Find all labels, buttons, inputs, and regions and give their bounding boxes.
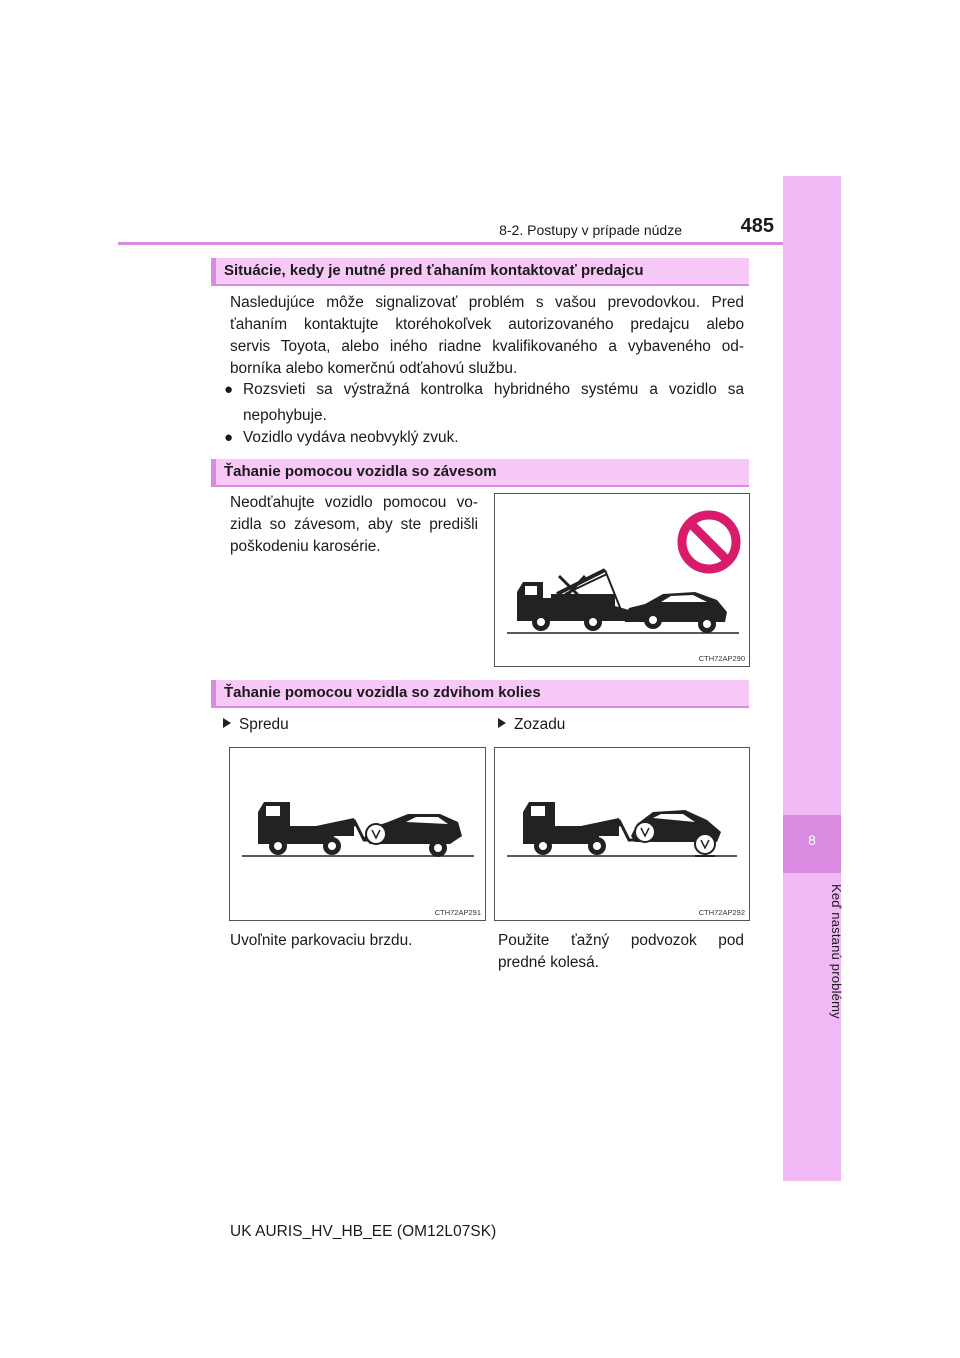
side-tab-number: 8 [808,832,816,848]
label-rear-text: Zozadu [514,716,566,733]
intro-line: borníka alebo komerčnú odťahovú službu. [230,360,518,377]
tow-truck-icon [523,802,641,855]
section-heading-text: Ťahanie pomocou vozidla so zdvihom kolies [224,684,541,701]
sling-tow-line: Neodťahujte vozidlo pomocou vo- [230,494,478,511]
section-heading-text: Situácie, kedy je nutné pred ťahaním kontaktovať predajcu [224,262,644,279]
towed-car-icon [625,592,727,633]
bullet-line: Vozidlo vydáva neobvyklý zvuk. [243,429,459,446]
towed-car-icon [364,814,462,857]
figure-code: CTH72AP291 [434,908,481,917]
intro-line: ťahaním kontaktujte ktoréhokoľvek autorizovaného predajcu alebo [230,316,744,333]
intro-line: Nasledujúce môže signalizovať problém s vašou prevodovkou. Pred [230,294,744,311]
caption-rear-line: Použite ťažný podvozok pod [498,932,744,949]
sling-tow-paragraph [230,492,478,558]
page-number: 485 [740,215,774,237]
bullet-icon: ● [224,429,234,446]
bullet-line: Rozsvieti sa výstražná kontrolka hybridného systému a vozidlo sa [243,381,744,398]
label-rear [498,716,565,734]
intro-line: servis Toyota, alebo iného riadne kvalifikovaného a vybaveného od- [230,338,744,355]
section-heading-wheel-lift [211,680,749,708]
sling-tow-figure [494,493,750,667]
section-heading-text: Ťahanie pomocou vozidla so závesom [224,463,497,480]
bullet-line: nepohybuje. [243,407,327,424]
caption-rear-line: predné kolesá. [498,954,599,971]
label-front-text: Spredu [239,716,289,733]
triangle-bullet-icon [223,718,231,728]
sling-tow-line: poškodeniu karosérie. [230,538,381,555]
caption-front: Uvoľnite parkovaciu brzdu. [230,932,413,949]
tow-truck-icon [258,802,376,855]
towed-car-icon [631,810,721,856]
caption-rear [498,930,744,974]
bullet-item [224,378,744,427]
wheel-lift-rear-figure [494,747,750,921]
prohibition-icon [682,515,736,569]
section-heading-contact-dealer [211,258,749,286]
footer-document-code: UK AURIS_HV_HB_EE (OM12L07SK) [230,1223,497,1240]
section-heading-sling-tow [211,459,749,487]
side-tab-label: Keď nastanú problémy [829,884,844,1019]
tow-truck-icon [517,570,629,631]
wheel-lift-rear-illustration [495,748,749,920]
figure-code: CTH72AP290 [698,654,745,663]
header-section-title: 8-2. Postupy v prípade núdze [499,222,682,238]
figure-code: CTH72AP292 [698,908,745,917]
sling-tow-illustration [495,494,749,666]
wheel-lift-front-illustration [230,748,485,920]
sling-tow-line: zidla so závesom, aby ste predišli [230,516,478,533]
intro-paragraph [230,292,744,380]
header-rule [118,242,783,245]
bullet-item [224,426,744,449]
label-front [223,716,289,734]
wheel-lift-front-figure [229,747,486,921]
bullet-icon: ● [224,381,234,398]
triangle-bullet-icon [498,718,506,728]
